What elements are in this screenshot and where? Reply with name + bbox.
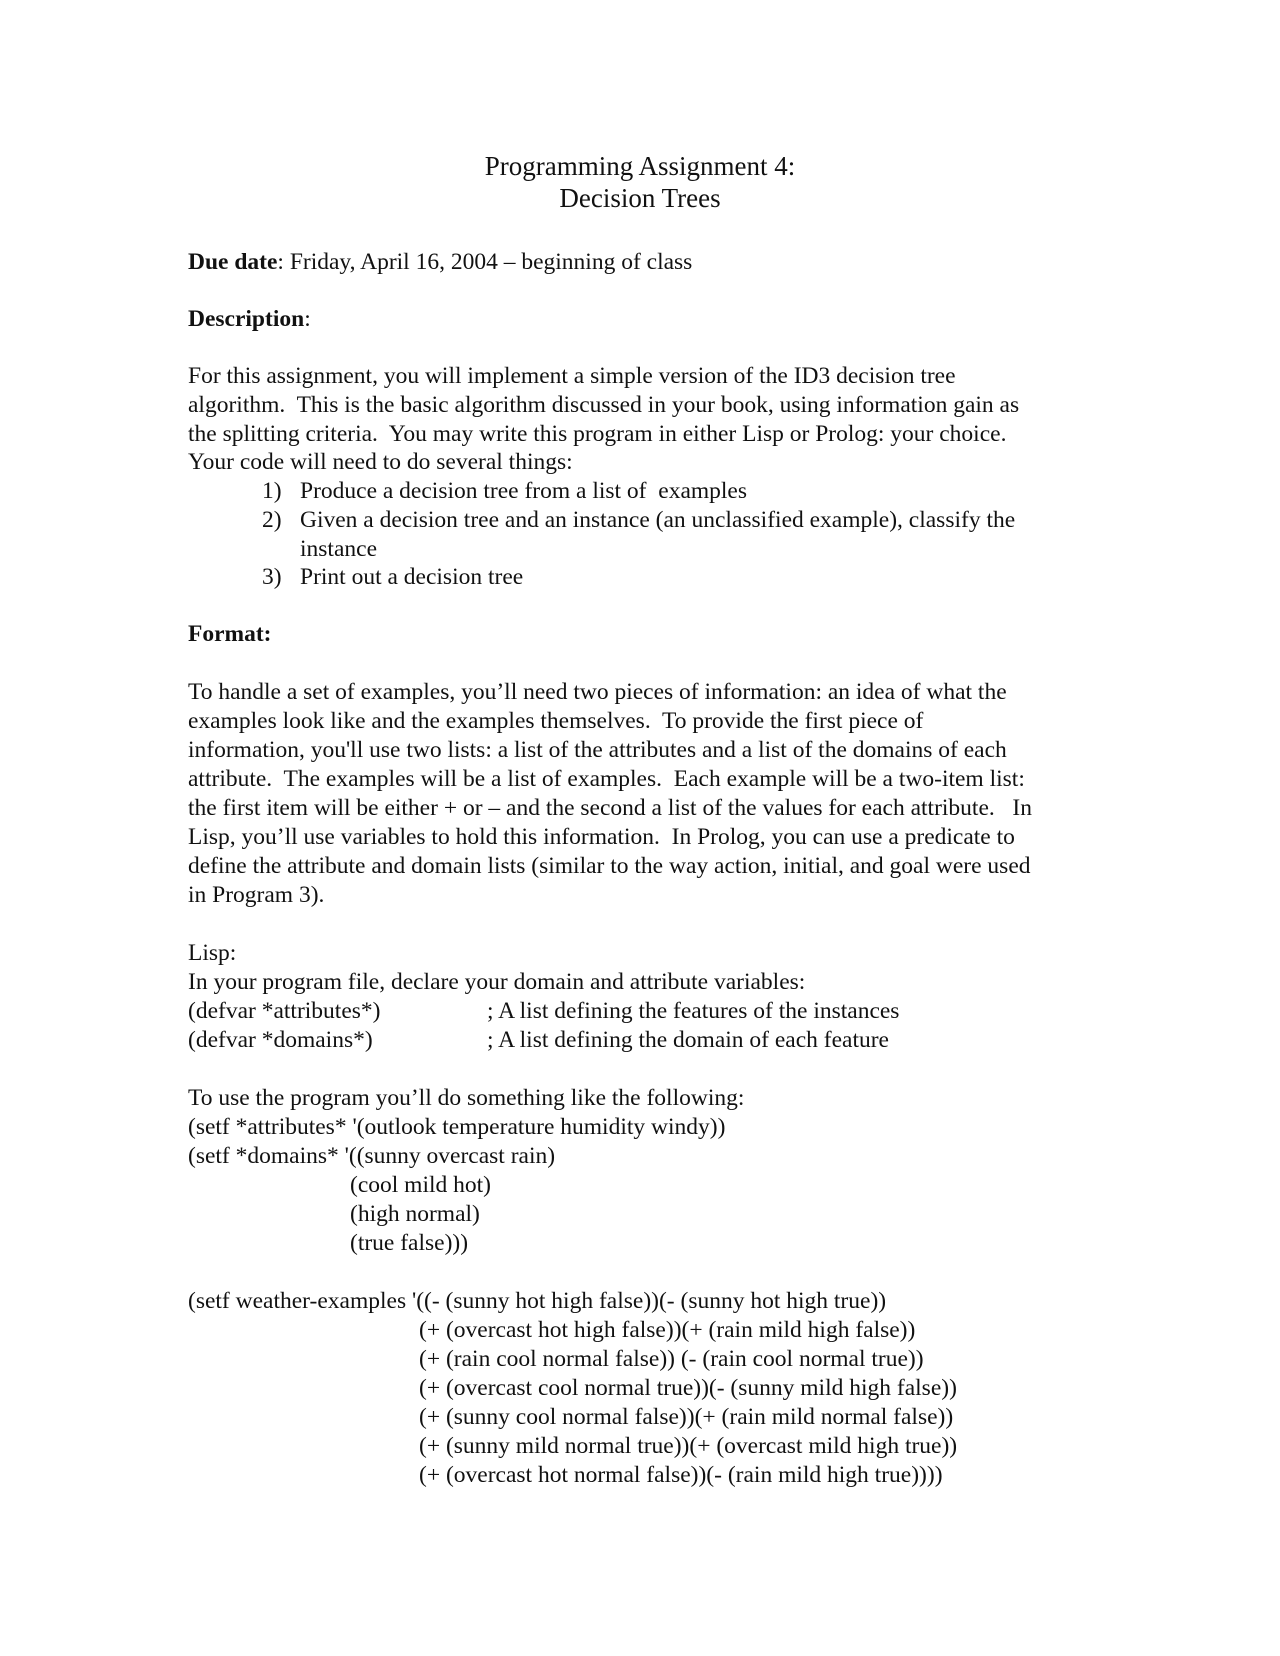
weather-examples-line-1: (setf weather-examples '((- (sunny hot high false))(- (sunny hot high true)) (188, 1288, 887, 1314)
defvar-domains-comment: ; A list defining the domain of each feature (487, 1027, 889, 1053)
format-line-1: To handle a set of examples, you’ll need two pieces of information: an idea of what the (188, 679, 1007, 705)
format-line-7: define the attribute and domain lists (similar to the way action, initial, and goal were used (188, 853, 1031, 879)
format-line-4: attribute. The examples will be a list of examples. Each example will be a two-item list: (188, 766, 1025, 792)
setf-domains-line-2: (cool mild hot) (350, 1172, 491, 1198)
lisp-intro: In your program file, declare your domain and attribute variables: (188, 969, 806, 995)
description-heading (188, 305, 311, 334)
list-item-text-3: Print out a decision tree (300, 564, 524, 590)
format-line-8: in Program 3). (188, 882, 325, 908)
list-item-number-2: 2) (262, 507, 282, 533)
defvar-attributes-comment: ; A list defining the features of the instances (487, 998, 900, 1024)
weather-examples-line-5: (+ (sunny cool normal false))(+ (rain mild normal false)) (419, 1404, 954, 1430)
description-line-1: For this assignment, you will implement a simple version of the ID3 decision tree (188, 363, 956, 389)
page-title-line-1: Programming Assignment 4: (484, 151, 796, 181)
format-heading: Format: (188, 621, 272, 647)
weather-examples-line-3: (+ (rain cool normal false)) (- (rain cool normal true)) (419, 1346, 924, 1372)
description-colon: : (304, 306, 311, 332)
list-item-text-2: Given a decision tree and an instance (an unclassified example), classify the (300, 507, 1016, 533)
weather-examples-line-4: (+ (overcast cool normal true))(- (sunny mild high false)) (419, 1375, 957, 1401)
list-item-text-2-cont: instance (300, 536, 377, 562)
setf-domains-line-4: (true false))) (350, 1230, 469, 1256)
weather-examples-line-6: (+ (sunny mild normal true))(+ (overcast mild high true)) (419, 1433, 958, 1459)
format-line-2: examples look like and the examples themselves. To provide the first piece of (188, 708, 924, 734)
list-item-number-1: 1) (262, 478, 282, 504)
format-line-6: Lisp, you’ll use variables to hold this information. In Prolog, you can use a predicate to (188, 824, 1015, 850)
lisp-heading: Lisp: (188, 940, 237, 966)
description-line-3: the splitting criteria. You may write this program in either Lisp or Prolog: your choice. (188, 421, 1007, 447)
due-date-line (188, 248, 692, 277)
format-line-3: information, you'll use two lists: a list of the attributes and a list of the domains of each (188, 737, 1007, 763)
usage-intro: To use the program you’ll do something like the following: (188, 1085, 745, 1111)
list-item-text-1: Produce a decision tree from a list of examples (300, 478, 748, 504)
description-line-4: Your code will need to do several things: (188, 449, 573, 475)
format-line-5: the first item will be either + or – and the second a list of the values for each attribute. In (188, 795, 1032, 821)
setf-attributes-line: (setf *attributes* '(outlook temperature humidity windy)) (188, 1114, 726, 1140)
description-line-2: algorithm. This is the basic algorithm discussed in your book, using information gain as (188, 392, 1020, 418)
defvar-domains-code: (defvar *domains*) (188, 1027, 373, 1053)
setf-domains-line-3: (high normal) (350, 1201, 480, 1227)
page-title-line-2: Decision Trees (559, 183, 721, 213)
due-date-text: : Friday, April 16, 2004 – beginning of class (277, 249, 693, 275)
weather-examples-line-7: (+ (overcast hot normal false))(- (rain mild high true)))) (419, 1462, 943, 1488)
list-item-number-3: 3) (262, 564, 282, 590)
defvar-attributes-code: (defvar *attributes*) (188, 998, 381, 1024)
description-label: Description (188, 306, 305, 332)
due-date-label: Due date (188, 249, 278, 275)
setf-domains-line-1: (setf *domains* '((sunny overcast rain) (188, 1143, 556, 1169)
weather-examples-line-2: (+ (overcast hot high false))(+ (rain mild high false)) (419, 1317, 916, 1343)
